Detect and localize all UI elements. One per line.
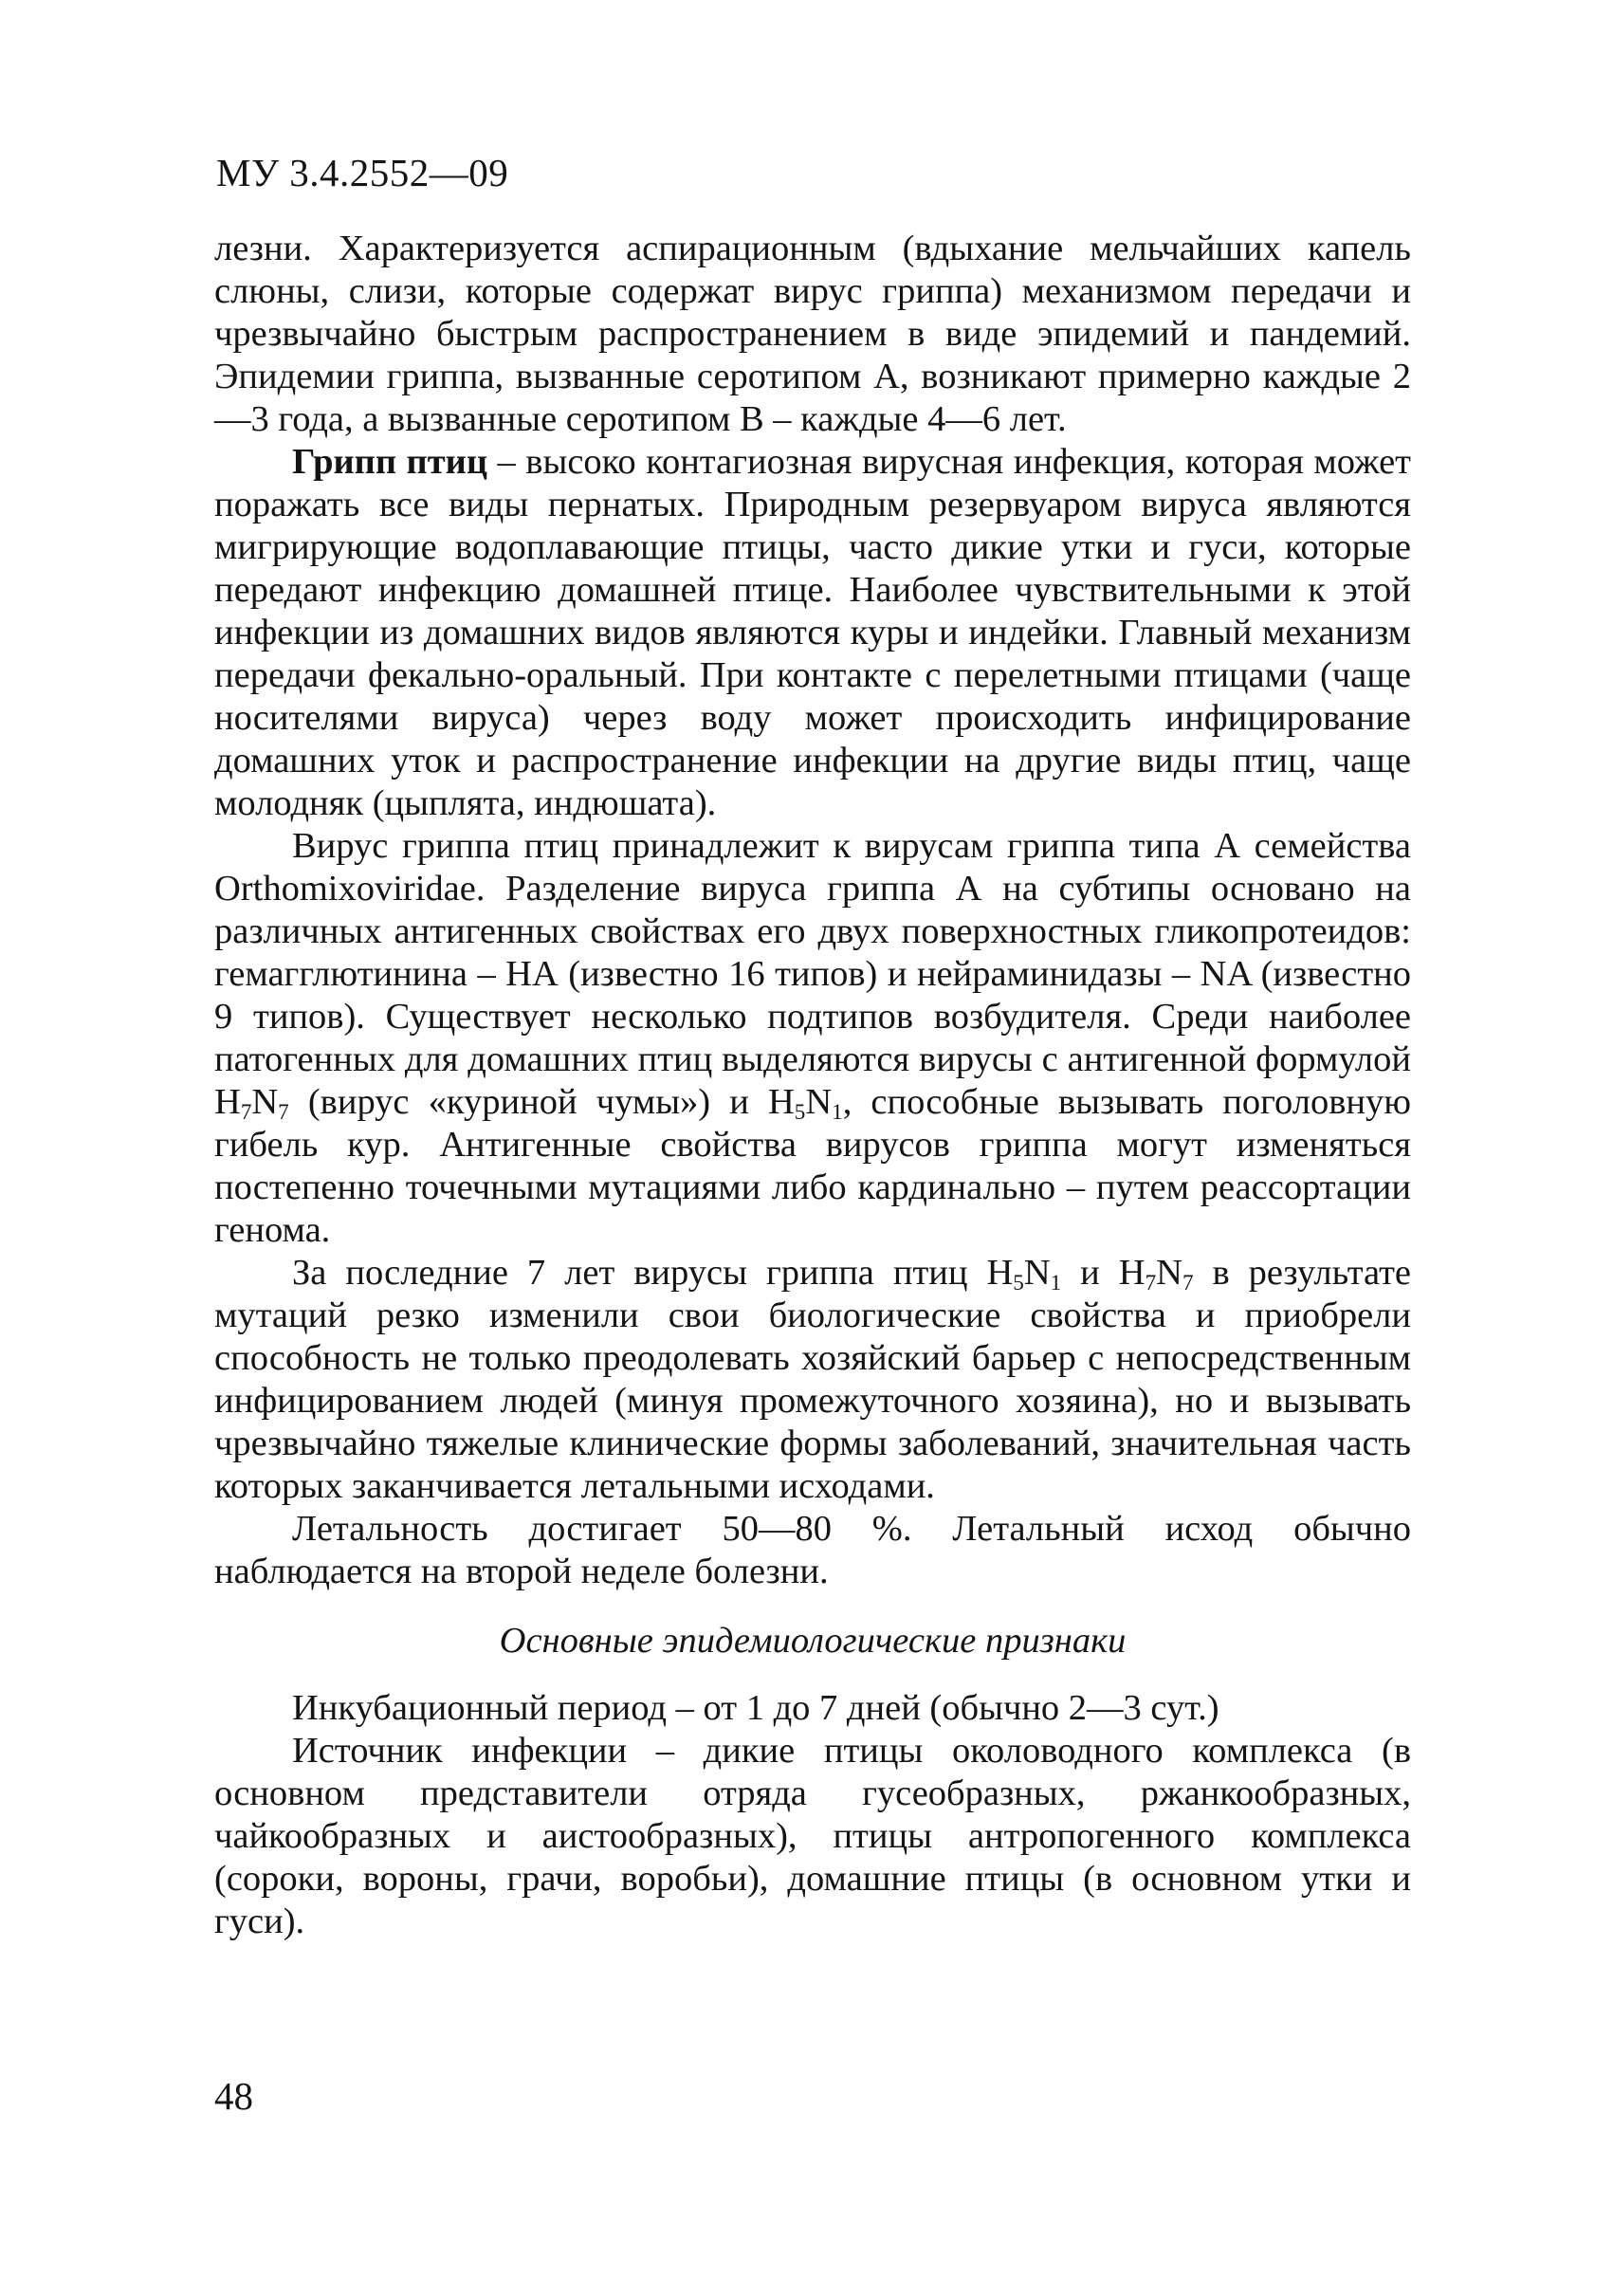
subscript: 1: [832, 1098, 843, 1124]
subscript: 7: [278, 1098, 289, 1124]
document-code-header: МУ 3.4.2552—09: [216, 151, 509, 194]
paragraph-4: [214, 1252, 1411, 1508]
body-text: [214, 228, 1411, 1943]
paragraph-3-text-a: Вирус гриппа птиц принадлежит к вирусам гриппа типа А семейства Orthomixoviridae. Разделение вируса гриппа А на субтипы основано на различных антигенных свойствах его двух поверхностных гликопротеидов: гемагглютинина – НА (известно 16 типов) и нейраминидазы – NA (известно 9 типов). Существует несколько подтипов возбудителя. Среди наиболее патогенных для домашних птиц выделяются вирусы с антигенной формулой Н: [214, 826, 1411, 1122]
subscript: 7: [1145, 1269, 1157, 1295]
term-avian-flu: Грипп птиц: [292, 442, 488, 482]
paragraph-1: лезни. Характеризуется аспирационным (вдыхание мельчайших капель слюны, слизи, которые содержат вирус гриппа) механизмом передачи и чрезвычайно быстрым распространением в виде эпидемий и пандемий. Эпидемии гриппа, вызванные серотипом А, возникают примерно каждые 2—3 года, а вызванные серотипом В – каждые 4—6 лет.: [214, 229, 1411, 439]
paragraph-7: Источник инфекции – дикие птицы околоводного комплекса (в основном представители отряда гусеобразных, ржанкообразных, чайкообразных и аистообразных), птицы антропогенного комплекса (сороки, вороны, грачи, воробьи), домашние птицы (в основном утки и гуси).: [214, 1731, 1411, 1941]
subscript: 7: [240, 1098, 252, 1124]
paragraph-4-text-b: N: [1023, 1253, 1051, 1293]
paragraph-3: [214, 825, 1411, 1252]
paragraph-4-text-a: За последние 7 лет вирусы гриппа птиц Н: [292, 1253, 1014, 1293]
subscript: 5: [794, 1098, 806, 1124]
paragraph-3-text-c: (вирус «куриной чумы») и Н: [288, 1082, 795, 1122]
subscript: 5: [1013, 1269, 1024, 1295]
section-heading: Основные эпидемиологические признаки: [499, 1621, 1127, 1661]
subscript: 1: [1050, 1269, 1062, 1295]
page-number: 48: [214, 2074, 253, 2118]
paragraph-3-text-b: N: [251, 1082, 279, 1122]
paragraph-3-text-d: N: [805, 1082, 833, 1122]
paragraph-4-text-e: в результате мутаций резко изменили свои биологические свойства и приобрели способность не только преодолевать хозяйский барьер с непосредственным инфицированием людей (минуя промежуточного хозяина), но и вызывать чрезвычайно тяжелые клинические формы заболеваний, значительная часть которых заканчивается летальными исходами.: [214, 1253, 1411, 1506]
paragraph-3-text-e: , способные вызывать поголовную гибель кур. Антигенные свойства вирусов гриппа могут изменяться постепенно точечными мутациями либо кардинально – путем реассортации генома.: [214, 1082, 1412, 1250]
paragraph-4-text-d: N: [1156, 1253, 1182, 1293]
paragraph-4-text-c: и Н: [1061, 1253, 1146, 1293]
paragraph-2: [214, 441, 1411, 825]
paragraph-2-text: – высоко контагиозная вирусная инфекция, которая может поражать все виды пернатых. Природным резервуаром вируса являются мигрирующие водоплавающие птицы, часто дикие утки и гуси, которые передают инфекцию домашней птице. Наиболее чувствительными к этой инфекции из домашних видов являются куры и индейки. Главный механизм передачи фекально-оральный. При контакте с перелетными птицами (чаще носителями вируса) через воду может происходить инфицирование домашних уток и распространение инфекции на другие виды птиц, чаще молодняк (цыплята, индюшата).: [214, 442, 1411, 823]
paragraph-5: Летальность достигает 50—80 %. Летальный исход обычно наблюдается на второй неделе болезни.: [214, 1509, 1411, 1591]
subscript: 7: [1182, 1269, 1194, 1295]
paragraph-6: Инкубационный период – от 1 до 7 дней (обычно 2—3 сут.): [292, 1688, 1219, 1728]
